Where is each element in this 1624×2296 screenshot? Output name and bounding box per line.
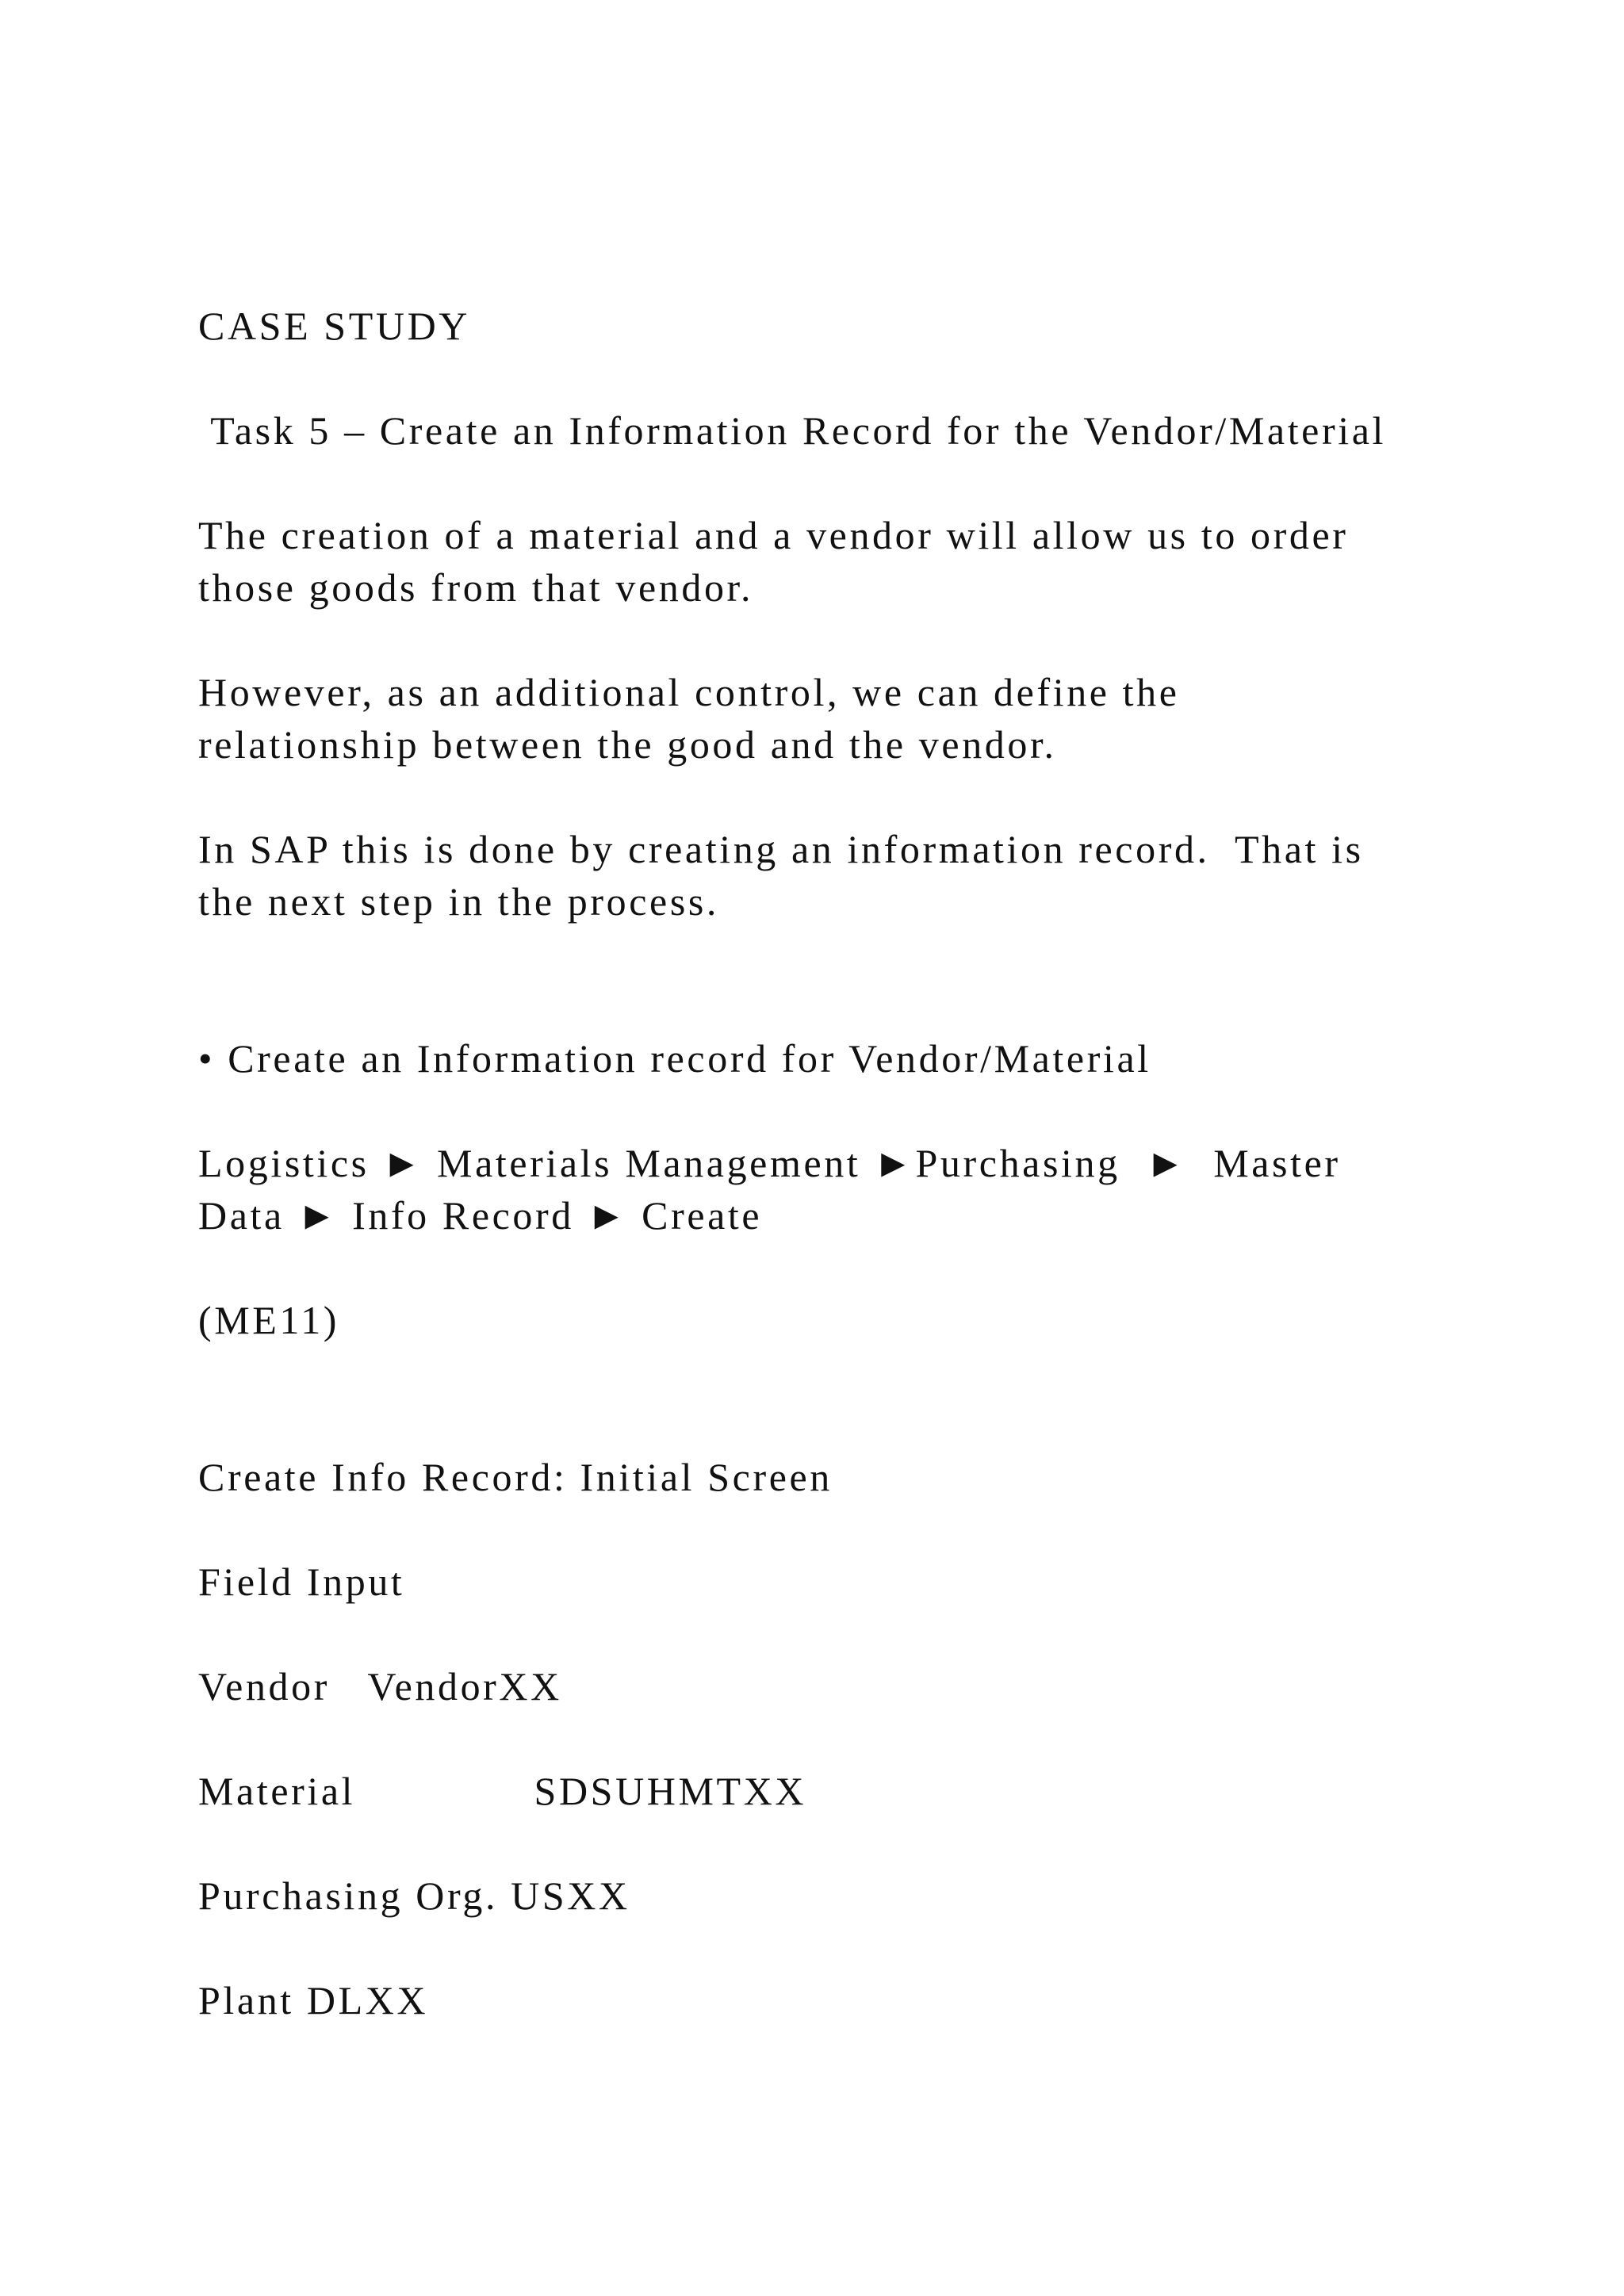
bullet-item: • Create an Information record for Vendor/Material (198, 1036, 1151, 1081)
transaction-code: (ME11) (198, 1298, 340, 1342)
paragraph-3-line-1: In SAP this is done by creating an information record. That is (198, 827, 1364, 871)
paragraph-3-line-2: the next step in the process. (198, 879, 720, 924)
field-plant: Plant DLXX (198, 1978, 429, 2022)
paragraph-2-line-2: relationship between the good and the vendor. (198, 722, 1057, 767)
paragraph-2-line-1: However, as an additional control, we can define the (198, 670, 1180, 714)
case-study-heading: CASE STUDY (198, 304, 470, 348)
menu-path-line-2: Data ► Info Record ► Create (198, 1193, 763, 1238)
field-input-header: Field Input (198, 1559, 405, 1604)
field-material: Material SDSUHMTXX (198, 1769, 807, 1813)
field-purchasing-org: Purchasing Org. USXX (198, 1873, 630, 1918)
paragraph-1-line-2: those goods from that vendor. (198, 565, 754, 610)
task-title: Task 5 – Create an Information Record for the Vendor/Material (198, 408, 1387, 453)
screen-title: Create Info Record: Initial Screen (198, 1455, 833, 1499)
menu-path-line-1: Logistics ► Materials Management ►Purchasing ► Master (198, 1141, 1341, 1185)
field-vendor: Vendor VendorXX (198, 1664, 562, 1709)
paragraph-1-line-1: The creation of a material and a vendor will allow us to order (198, 513, 1349, 557)
